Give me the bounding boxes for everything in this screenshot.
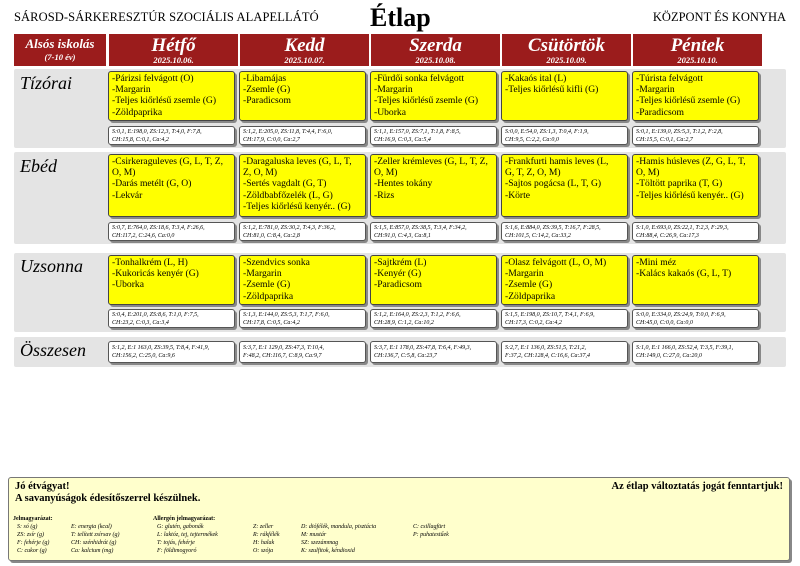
allergen-item: M: mustár [301, 532, 327, 538]
nutrition-box [108, 222, 235, 241]
dish-line: -Mini méz [636, 257, 677, 268]
dish-line: -Libamájas [243, 73, 287, 84]
nutrition-box [632, 309, 759, 328]
dish-line: -Túrista felvágott [636, 73, 703, 84]
totals-line: S:3,7, E:1 129,0, ZS:47,3, T:10,4, [243, 345, 324, 351]
nutrition-box [632, 222, 759, 241]
dish-card [632, 154, 759, 217]
totals-label: Összesen [20, 340, 86, 360]
dish-line: -Margarin [112, 84, 151, 96]
nutrition-line: S:1,2, E:205,0, ZS:11,8, T:4,4, F:6,0, [243, 129, 333, 135]
nutrition-line: S:0,1, E:198,0, ZS:12,3, T:4,0, F:7,8, [112, 129, 202, 135]
dish-card [108, 154, 235, 217]
dish-line: -Olasz felvágott (L, O, M) [505, 257, 607, 268]
totals-line: S:1,2, E:1 163,0, ZS:39,5, T:8,4, F:41,9, [112, 345, 210, 351]
dish-line: O, M) [636, 167, 660, 179]
totals-box [108, 341, 235, 363]
day-header-thursday [502, 34, 631, 66]
dish-card [108, 255, 235, 305]
legend-title: Jelmagyarázat: [13, 516, 53, 522]
nutrition-line: CH:9,5, C:2,2, Ca:0,0 [505, 137, 559, 143]
kitchen-name: KÖZPONT ÉS KONYHA [652, 10, 786, 24]
dish-line: -Hentes tokány [374, 178, 433, 190]
dish-line: -Paradicsom [374, 279, 422, 291]
nutrition-line: S:0,0, E:54,0, ZS:1,3, T:0,4, F:1,9, [505, 129, 589, 135]
totals-box [632, 341, 759, 363]
dish-card [239, 255, 366, 305]
nutrition-box [501, 309, 628, 328]
day-header-monday [109, 34, 238, 66]
allergen-item: Z: zeller [253, 524, 274, 530]
allergen-item: F: földimogyoró [157, 548, 197, 554]
totals-line: S:3,7, E:1 178,0, ZS:47,8, T:6,4, F:49,3, [374, 345, 472, 351]
totals-box [370, 341, 497, 363]
school-age: (7-10 év) [44, 52, 76, 62]
nutrition-line: CH:15,5, C:0,1, Ca:2,7 [636, 137, 693, 143]
legend-item: T: telített zsírsav (g) [71, 532, 120, 538]
dish-line: -Fürdői sonka felvágott [374, 73, 465, 84]
nutrition-line: S:1,1, E:157,0, ZS:7,1, T:1,8, F:8,5, [374, 129, 461, 135]
day-name: Csütörtök [527, 35, 606, 56]
dish-line: -Zöldpaprika [505, 290, 556, 302]
nutrition-line: CH:17,8, C:0,5, Ca:4,2 [243, 320, 300, 326]
day-name: Hétfő [151, 35, 196, 56]
nutrition-box [239, 222, 366, 241]
allergen-item: L: laktóz, tej, tejtermékek [157, 532, 218, 538]
nutrition-line: CH:101,5, C:14,2, Ca:33,2 [505, 233, 571, 239]
dish-line: -Zöldpaprika [243, 290, 294, 302]
nutrition-line: CH:45,0, C:0,0, Ca:0,0 [636, 320, 693, 326]
dish-line: -Uborka [112, 279, 144, 291]
dish-card [501, 71, 628, 121]
legend-item: Ca: kalcium (mg) [71, 548, 114, 554]
day-header-friday [633, 34, 762, 66]
dish-card [370, 71, 497, 121]
dish-line: -Rizs [374, 189, 395, 201]
dish-line: -Tonhalkrém (L, H) [112, 257, 188, 268]
dish-line: -Margarin [636, 84, 675, 96]
allergen-item: P: puhatestűek [413, 532, 449, 538]
nutrition-line: S:1,3, E:144,0, ZS:5,3, T:1,7, F:6,0, [243, 312, 330, 318]
dish-line: -Daragaluska leves (G, L, T, [243, 156, 352, 167]
dish-line: -Zöldbabfőzelék (L, G) [243, 189, 333, 201]
nutrition-line: S:0,7, E:764,0, ZS:18,6, T:3,4, F:26,6, [112, 225, 205, 231]
school-header [14, 34, 106, 66]
nutrition-line: CH:17,3, C:0,2, Ca:4,2 [505, 320, 562, 326]
sweetener-note: A savanyúságok édesítőszerrel készülnek. [15, 493, 201, 504]
dish-line: -Paradicsom [636, 106, 684, 118]
dish-line: -Csirkeraguleves (G, L, T, Z, [112, 156, 224, 167]
meal-label: Tízórai [20, 73, 73, 93]
dish-line: O, M) [374, 167, 398, 179]
nutrition-line: S:0,0, E:334,0, ZS:24,9, T:0,0, F:6,9, [636, 312, 726, 318]
dish-line: -Körte [505, 189, 531, 201]
legend-item: F: fehérje (g) [17, 540, 50, 546]
dish-line: Z, O, M) [243, 167, 278, 179]
nutrition-line: CH:81,0, C:8,4, Ca:2,8 [243, 233, 300, 239]
legend-item: ZS: zsír (g) [17, 532, 45, 538]
dish-card [370, 154, 497, 217]
school-label: Alsós iskolás [25, 36, 95, 51]
totals-line: S:2,7, E:1 136,0, ZS:51,5, T:21,2, [505, 345, 586, 351]
nutrition-box [370, 309, 497, 328]
nutrition-line: S:1,2, E:781,0, ZS:30,2, T:4,3, F:36,2, [243, 225, 336, 231]
dish-line: -Hamis húsleves (Z, G, L, T, [636, 156, 746, 167]
nutrition-line: S:0,1, E:139,0, ZS:5,3, T:1,2, F:2,8, [636, 129, 723, 135]
day-header-tuesday [240, 34, 369, 66]
day-name: Szerda [409, 35, 462, 56]
nutrition-box [239, 309, 366, 328]
nutrition-box [370, 126, 497, 145]
dish-line: -Szendvics sonka [243, 257, 310, 268]
dish-line: -Margarin [243, 268, 282, 280]
legend-item: C: cukor (g) [17, 548, 47, 554]
allergen-title: Allergén jelmagyarázat: [153, 516, 216, 522]
nutrition-box [501, 126, 628, 145]
dish-line: -Margarin [374, 84, 413, 96]
day-name: Kedd [284, 35, 325, 56]
dish-line: -Kakaós ital (L) [505, 73, 567, 84]
dish-line: -Teljes kiőrlésű zsemle (G) [112, 95, 217, 107]
nutrition-box [108, 126, 235, 145]
dish-line: -Sajtos pogácsa (L, T, G) [505, 178, 602, 190]
dish-line: G, T, Z, O, M) [505, 167, 561, 179]
allergen-item: SZ: szezámmag [301, 540, 339, 546]
dish-line: -Zsemle (G) [243, 84, 291, 96]
legend-item: S: só (g) [17, 524, 38, 530]
dish-card [370, 255, 497, 305]
disclaimer: Az étlap változtatás jogát fenntartjuk! [611, 481, 783, 492]
organization-name: SÁROSD-SÁRKERESZTÚR SZOCIÁLIS ALAPELLÁTÓ [14, 10, 319, 24]
dish-line: -Zsemle (G) [243, 279, 291, 291]
dish-line: -Kalács kakaós (G, L, T) [636, 268, 732, 280]
nutrition-line: CH:28,9, C:1,2, Ca:10,2 [374, 320, 434, 326]
dish-line: -Paradicsom [243, 95, 291, 107]
nutrition-line: S:1,5, E:198,0, ZS:10,7, T:4,1, F:6,9, [505, 312, 595, 318]
day-header-wednesday [371, 34, 500, 66]
dish-line: -Lekvár [112, 189, 143, 201]
totals-line: CH:156,2, C:25,0, Ca:9,6 [112, 353, 175, 359]
nutrition-line: S:1,6, E:884,0, ZS:39,5, T:16,7, F:28,5, [505, 225, 601, 231]
dish-line: -Töltött paprika (T, G) [636, 178, 723, 190]
dish-line: -Frankfurti hamis leves (L, [505, 156, 609, 167]
day-date: 2025.10.10. [677, 55, 718, 65]
nutrition-line: S:1,5, E:857,0, ZS:38,5, T:3,4, F:34,2, [374, 225, 467, 231]
dish-line: O, M) [112, 167, 136, 179]
day-date: 2025.10.06. [153, 55, 194, 65]
totals-line: S:1,0, E:1 166,0, ZS:52,4, T:3,5, F:39,1, [636, 345, 734, 351]
legend-item: CH: szénhidrát (g) [71, 540, 117, 546]
allergen-item: T: tojás, fehérje [157, 540, 195, 546]
dish-card [239, 71, 366, 121]
day-date: 2025.10.08. [415, 55, 456, 65]
day-date: 2025.10.07. [284, 55, 325, 65]
dish-line: -Teljes kiőrlésű kenyér.. (G) [636, 189, 744, 201]
greeting: Jó étvágyat! [15, 481, 70, 492]
dish-line: -Margarin [505, 268, 544, 280]
allergen-item: H: halak [253, 540, 275, 546]
day-date: 2025.10.09. [546, 55, 587, 65]
nutrition-line: CH:15,8, C:0,1, Ca:4,2 [112, 137, 169, 143]
dish-line: -Kukoricás kenyér (G) [112, 268, 199, 280]
dish-line: -Teljes kiőrlésű kifli (G) [505, 84, 599, 96]
nutrition-box [108, 309, 235, 328]
meal-label: Uzsonna [20, 256, 84, 276]
totals-line: F:37,2, CH:128,4, C:16,6, Ca:37,4 [505, 353, 590, 359]
dish-line: -Teljes kiőrlésű kenyér.. (G) [243, 200, 351, 212]
nutrition-box [239, 126, 366, 145]
totals-line: CH:149,0, C:27,0, Ca:20,0 [636, 353, 702, 359]
dish-line: -Uborka [374, 106, 406, 118]
dish-card [108, 71, 235, 121]
dish-line: -Teljes kiőrlésű zsemle (G) [374, 95, 479, 107]
dish-card [632, 255, 759, 305]
allergen-item: D: diófélék, mandula, pisztácia [301, 524, 377, 530]
dish-card [632, 71, 759, 121]
meal-label: Ebéd [20, 156, 57, 176]
totals-box [239, 341, 366, 363]
nutrition-line: CH:88,4, C:26,9, Ca:17,3 [636, 233, 699, 239]
allergen-item: G: glutén, gabonák [157, 524, 204, 530]
day-name: Péntek [670, 35, 725, 56]
nutrition-line: CH:23,2, C:0,3, Ca:3,4 [112, 320, 169, 326]
allergen-item: R: rákfélék [253, 532, 280, 538]
dish-line: -Zsemle (G) [505, 279, 553, 291]
nutrition-line: CH:17,9, C:0,0, Ca:2,7 [243, 137, 300, 143]
nutrition-line: S:0,4, E:201,0, ZS:8,6, T:1,0, F:7,5, [112, 312, 199, 318]
totals-box [501, 341, 628, 363]
nutrition-line: CH:16,9, C:0,3, Ca:5,4 [374, 137, 431, 143]
dish-line: -Teljes kiőrlésű zsemle (G) [636, 95, 741, 107]
dish-card [501, 255, 628, 305]
nutrition-line: CH:117,2, C:24,6, Ca:0,0 [112, 233, 175, 239]
dish-line: -Sajtkrém (L) [374, 257, 427, 268]
page-title: Étlap [370, 3, 431, 32]
dish-line: -Párizsi felvágott (O) [112, 73, 194, 84]
nutrition-box [632, 126, 759, 145]
dish-line: -Zeller krémleves (G, L, T, Z, [374, 156, 488, 167]
totals-line: CH:136,7, C:5,8, Ca:23,7 [374, 353, 437, 359]
dish-line: -Darás metélt (G, O) [112, 178, 192, 190]
allergen-item: O: szója [253, 548, 274, 554]
nutrition-line: S:1,2, E:164,0, ZS:2,3, T:1,2, F:6,6, [374, 312, 461, 318]
allergen-item: C: csillagfürt [413, 524, 446, 530]
nutrition-box [370, 222, 497, 241]
dish-card [239, 154, 366, 217]
footer-box [8, 477, 790, 561]
nutrition-line: S:1,0, E:693,0, ZS:22,1, T:2,3, F:29,3, [636, 225, 729, 231]
dish-line: -Kenyér (G) [374, 268, 422, 280]
allergen-item: K: szulfitok, kéndioxid [301, 548, 355, 554]
dish-line: -Sertés vagdalt (G, T) [243, 178, 327, 190]
dish-line: -Zöldpaprika [112, 106, 163, 118]
dish-card [501, 154, 628, 217]
nutrition-line: CH:91,0, C:4,3, Ca:8,1 [374, 233, 431, 239]
nutrition-box [501, 222, 628, 241]
totals-line: F:48,2, CH:116,7, C:8,9, Ca:9,7 [243, 353, 322, 359]
legend-item: E: energia (kcal) [71, 524, 112, 530]
